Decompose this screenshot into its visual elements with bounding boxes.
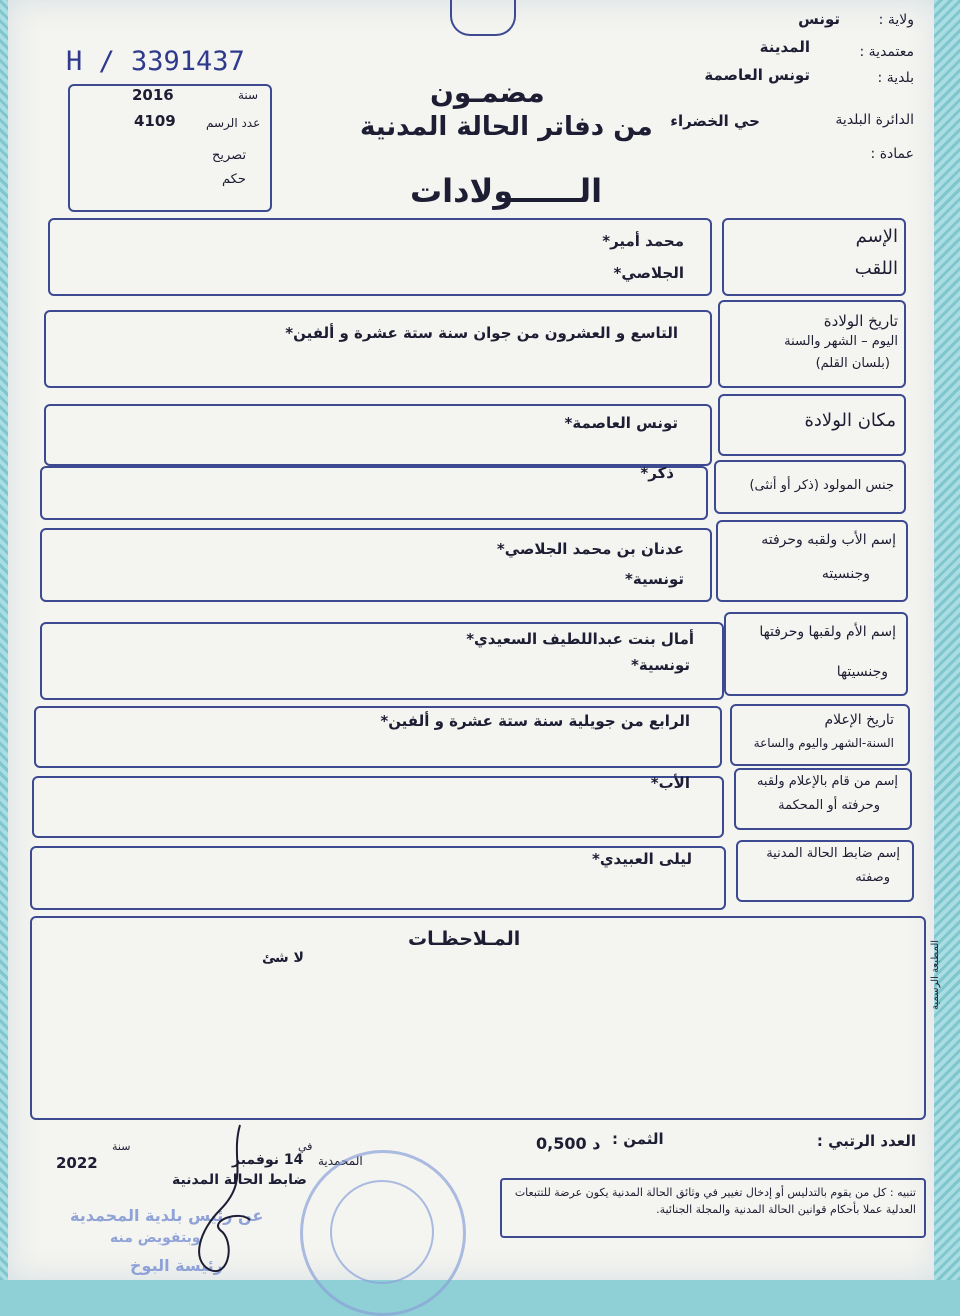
title-line1: مضمـون bbox=[430, 76, 545, 109]
title-line2: من دفاتر الحالة المدنية bbox=[360, 112, 653, 142]
ref-reg-label: عدد الرسم bbox=[206, 116, 261, 130]
value-birth-place: تونس العاصمة* bbox=[564, 414, 678, 432]
label-declarant-detail: وحرفته أو المحكمة bbox=[778, 798, 880, 813]
signature-icon bbox=[180, 1120, 270, 1280]
baladia-value: تونس العاصمة bbox=[704, 66, 810, 84]
ref-year-label: سنة bbox=[238, 88, 259, 102]
price-value: 0,500 د bbox=[536, 1134, 601, 1153]
value-box-declarant bbox=[32, 776, 724, 838]
label-declaration-date: تاريخ الإعلام bbox=[824, 712, 894, 728]
value-mother: أمال بنت عبداللطيف السعيدي* bbox=[466, 630, 694, 648]
remarks-value: لا شئ bbox=[262, 950, 304, 966]
mootamadia-value: المدينة bbox=[759, 38, 810, 56]
stamp-line2: وبتفويض منه bbox=[110, 1230, 201, 1246]
label-mother: إسم الأم ولقبها وحرفتها bbox=[759, 624, 896, 640]
label-birth-date-detail: اليوم – الشهر والسنة bbox=[784, 334, 898, 349]
coat-of-arms-icon bbox=[450, 0, 516, 36]
daira-value: حي الخضراء bbox=[670, 112, 760, 130]
ref-reg-value: 4109 bbox=[134, 112, 176, 130]
section-title: الــــــولادات bbox=[410, 172, 603, 210]
official-stamp-inner bbox=[330, 1180, 434, 1284]
issue-day-month: 14 نوفمبر bbox=[232, 1152, 304, 1168]
officer-title: ضابط الحالة المدنية bbox=[172, 1172, 307, 1188]
wilaya-label: ولاية : bbox=[878, 12, 914, 28]
ref-declaration: تصريح bbox=[212, 148, 247, 163]
label-officer-detail: وصفته bbox=[855, 870, 890, 885]
label-last-name: اللقب bbox=[854, 258, 898, 279]
label-father-nationality: وجنسيته bbox=[821, 566, 870, 582]
label-birth-date-note: (بلسان القلم) bbox=[815, 356, 890, 371]
value-last-name: الجلاصي* bbox=[613, 264, 684, 282]
decorative-border-right bbox=[934, 0, 960, 1280]
warning-text: تنبيه : كل من يقوم بالتدليس أو إدخال تغيير في وثائق الحالة المدنية يكون عرضة للتتبعات العدلية عملا بأحكام قوانين الحالة المدنية والمجلة الجنائية. bbox=[514, 1186, 916, 1217]
label-father: إسم الأب ولقبه وحرفته bbox=[761, 532, 896, 548]
label-mother-nationality: وجنسيتها bbox=[836, 664, 888, 680]
label-birth-date: تاريخ الولادة bbox=[823, 312, 898, 330]
label-first-name: الإسم bbox=[855, 226, 898, 247]
stamp-line1: عن رئيس بلدية المحمدية bbox=[70, 1206, 264, 1225]
value-first-name: محمد أمير* bbox=[602, 232, 684, 250]
label-officer: إسم ضابط الحالة المدنية bbox=[766, 846, 900, 861]
issue-year-value: 2022 bbox=[56, 1154, 98, 1172]
value-birth-date: التاسع و العشرون من جوان سنة ستة عشرة و ألفين* bbox=[285, 324, 678, 342]
stamp-line3: رئيسة البوخ bbox=[130, 1256, 223, 1275]
issue-fi: في bbox=[298, 1140, 313, 1153]
value-declarant: الأب* bbox=[650, 774, 690, 792]
side-print: المطبعة الرسمية bbox=[930, 939, 941, 1010]
value-sex: ذكر* bbox=[640, 464, 674, 482]
value-box-sex bbox=[40, 466, 708, 520]
value-officer: ليلى العبيدي* bbox=[591, 850, 692, 868]
label-declarant: إسم من قام بالإعلام ولقبه bbox=[756, 774, 898, 789]
label-sex: جنس المولود (ذكر أو أنثى) bbox=[749, 478, 894, 493]
value-father: عدنان بن محمد الجلاصي* bbox=[496, 540, 684, 558]
omada-label: عمادة : bbox=[870, 146, 914, 162]
label-birth-place: مكان الولادة bbox=[804, 410, 896, 431]
daira-label: الدائرة البلدية bbox=[835, 112, 914, 128]
remarks-title: المـلاحظـات bbox=[408, 928, 521, 950]
mootamadia-label: معتمدية : bbox=[859, 44, 914, 60]
value-declaration-date: الرابع من جويلية سنة ستة عشرة و ألفين* bbox=[380, 712, 690, 730]
ref-judgment: حكم bbox=[222, 172, 246, 187]
value-father-nationality: تونسية* bbox=[625, 570, 684, 588]
issue-place: المحمدية bbox=[318, 1154, 363, 1168]
issue-year-label: سنة bbox=[112, 1140, 131, 1153]
label-declaration-date-detail: السنة-الشهر واليوم والساعة bbox=[753, 736, 894, 750]
ref-year-value: 2016 bbox=[132, 86, 174, 104]
value-box-birth-date bbox=[44, 310, 712, 388]
value-mother-nationality: تونسية* bbox=[631, 656, 690, 674]
serial-number-label: العدد الرتبي : bbox=[816, 1132, 916, 1150]
baladia-label: بلدية : bbox=[877, 70, 914, 86]
serial-number: H / 3391437 bbox=[66, 46, 245, 77]
value-box-name bbox=[48, 218, 712, 296]
price-label: الثمن : bbox=[612, 1130, 664, 1148]
wilaya-value: تونس bbox=[798, 10, 840, 28]
